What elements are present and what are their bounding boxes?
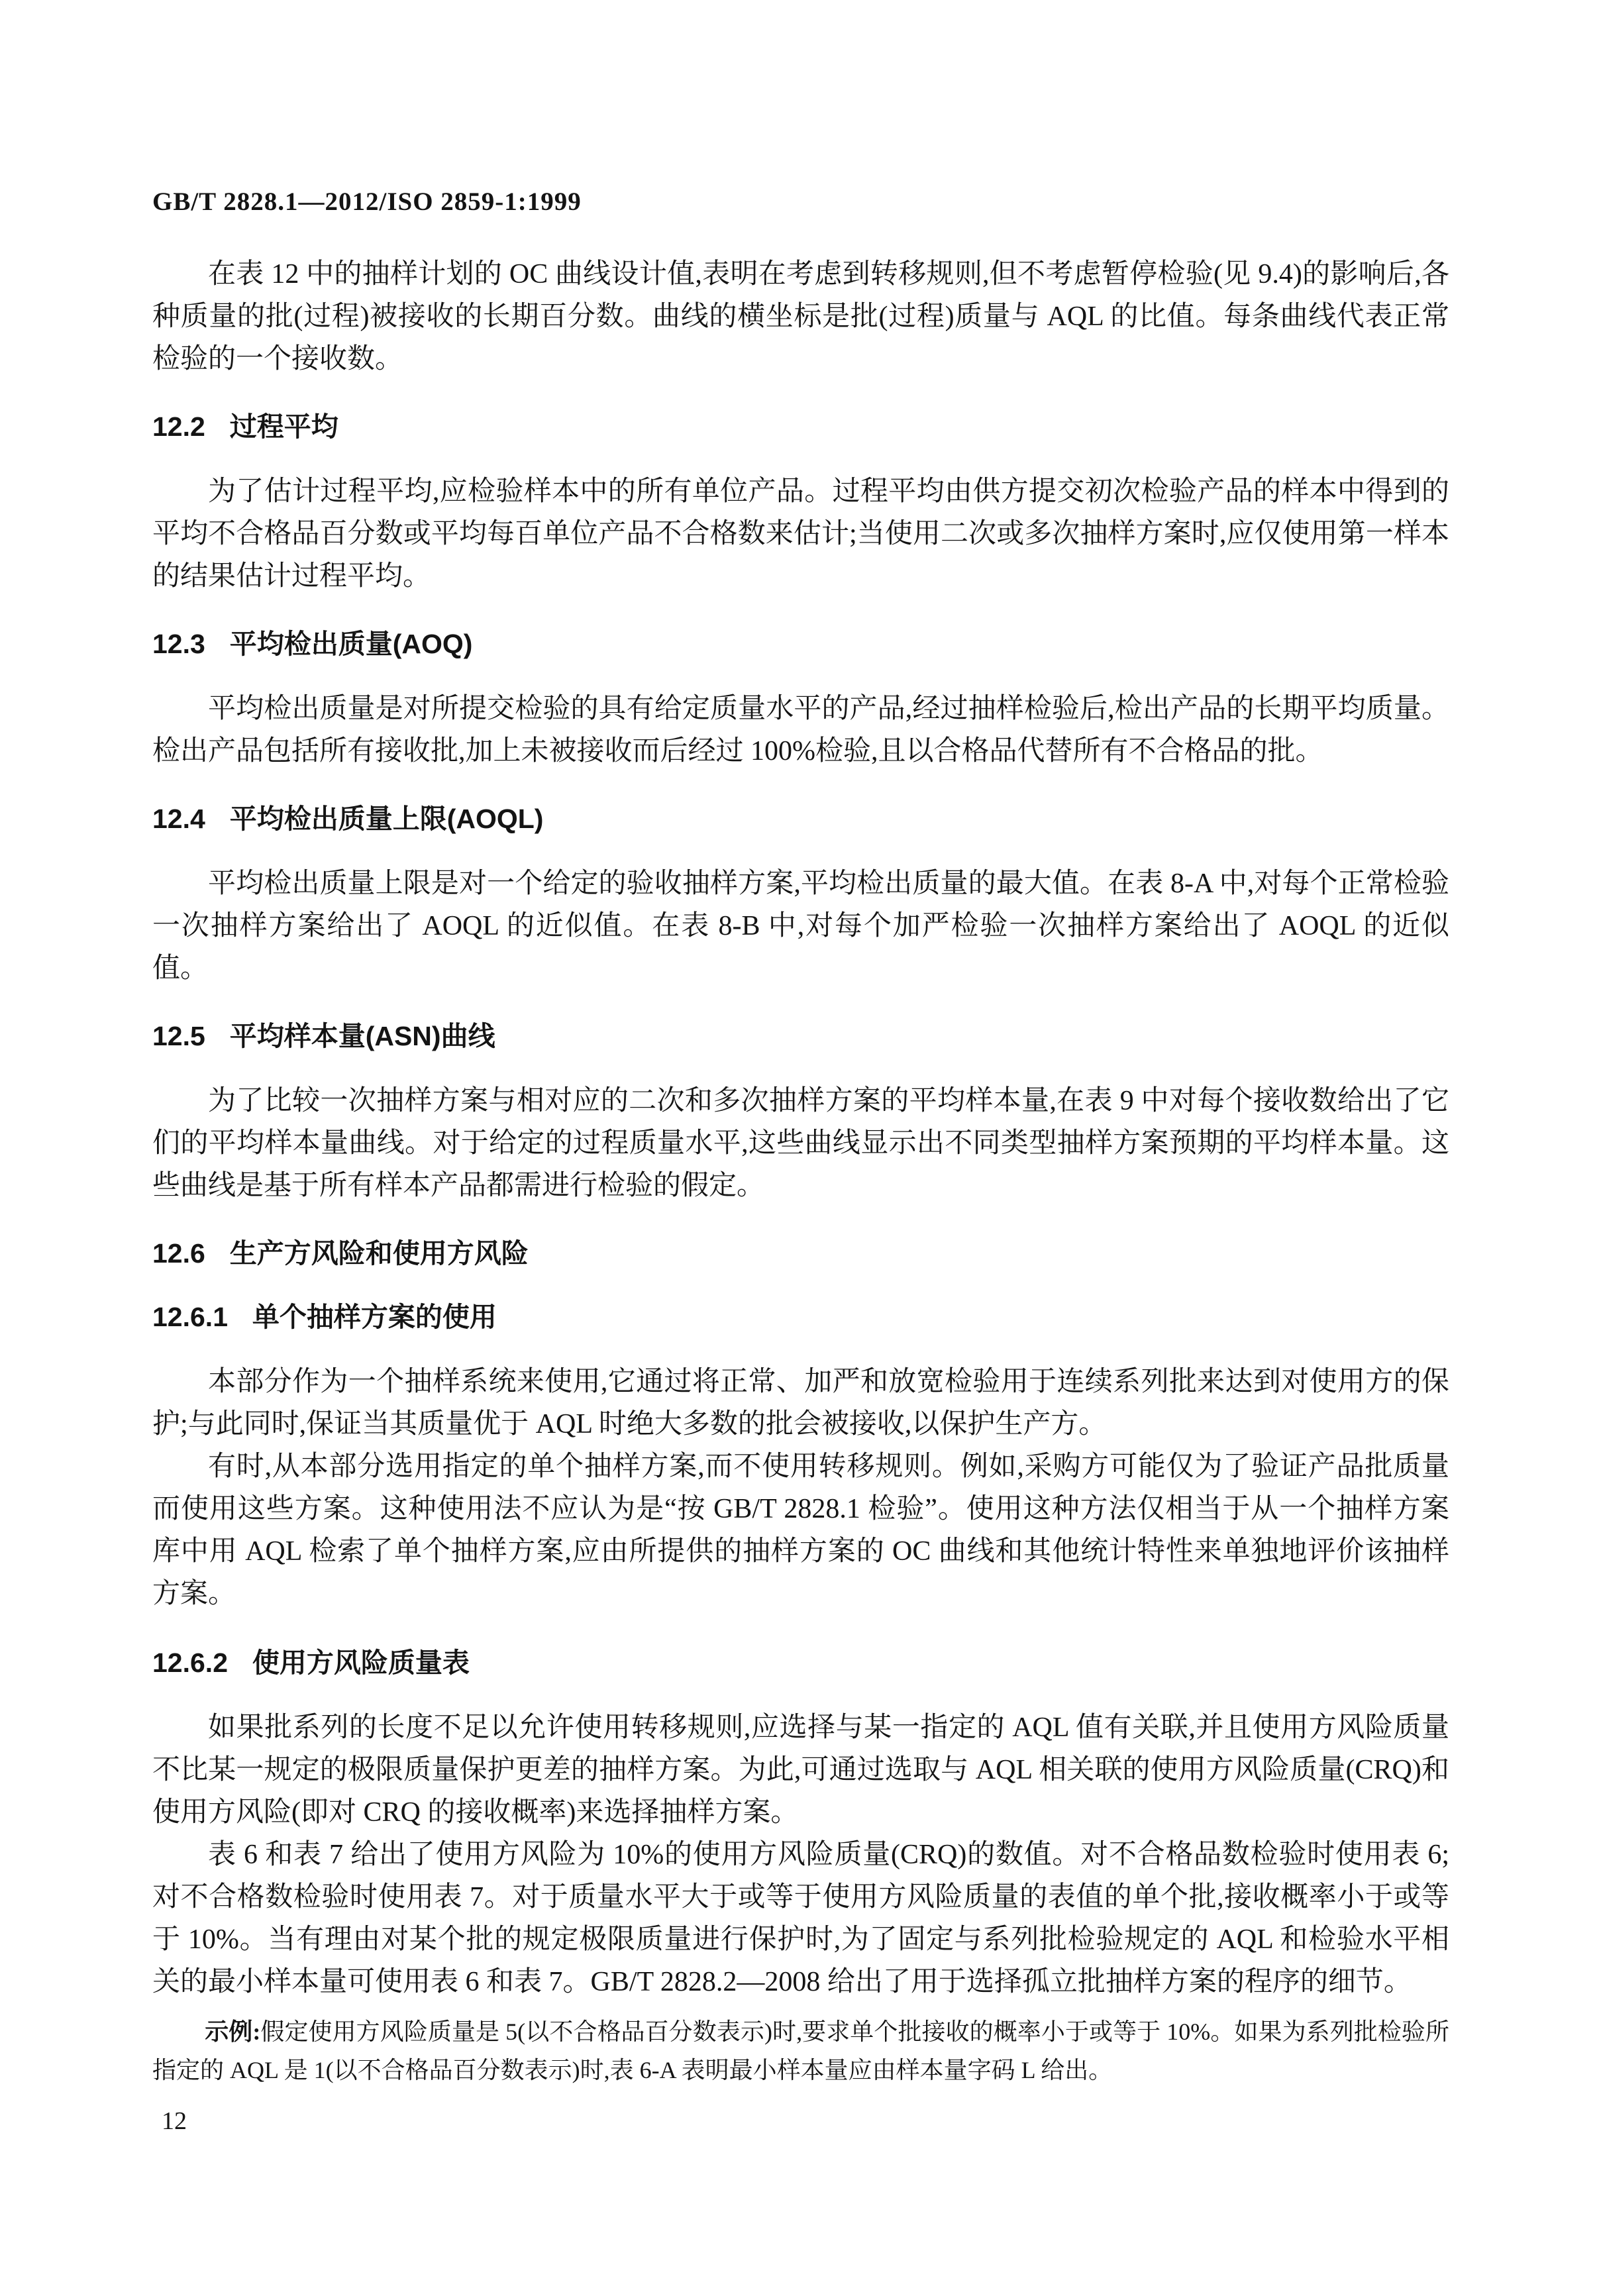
- section-heading-12-3: [152, 628, 1449, 660]
- page-content: [152, 187, 1449, 2136]
- section-title: 单个抽样方案的使用: [252, 1302, 497, 1332]
- page-number: 12: [162, 2107, 187, 2135]
- section-number: 12.6.1: [152, 1302, 228, 1332]
- section-heading-12-5: [152, 1020, 1449, 1052]
- paragraph-process-average: 为了估计过程平均,应检验样本中的所有单位产品。过程平均由供方提交初次检验产品的样本中得到的平均不合格品百分数或平均每百单位产品不合格数来估计;当使用二次或多次抽样方案时,应仅使用第一样本的结果估计过程平均。: [152, 476, 1449, 592]
- paragraph-sampling-system-use: 本部分作为一个抽样系统来使用,它通过将正常、加严和放宽检验用于连续系列批来达到对使用方的保护;与此同时,保证当其质量优于 AQL 时绝大多数的批会被接收,以保护生产方。: [152, 1367, 1449, 1439]
- paragraph-crq-selection: 如果批系列的长度不足以允许使用转移规则,应选择与某一指定的 AQL 值有关联,并且使用方风险质量不比某一规定的极限质量保护更差的抽样方案。为此,可通过选取与 AQL 相关联的使用方风险质量(CRQ)和使用方风险(即对 CRQ 的接收概率)来选择抽样方案。: [152, 1712, 1449, 1828]
- section-title: 平均检出质量(AOQ): [229, 629, 473, 659]
- paragraph-table6-table7: 表 6 和表 7 给出了使用方风险为 10%的使用方风险质量(CRQ)的数值。对不合格品数检验时使用表 6;对不合格数检验时使用表 7。对于质量水平大于或等于使用方风险质量的表值的单个批,接收概率小于或等于 10%。当有理由对某个批的规定极限质量进行保护时,为了固定与系列批检验规定的 AQL 和检验水平相关的最小样本量可使用表 6 和表 7。GB/T 2828.2—2008 给出了用于选择孤立批抽样方案的程序的细节。: [152, 1840, 1449, 1997]
- paragraph-individual-plan-use: 有时,从本部分选用指定的单个抽样方案,而不使用转移规则。例如,采购方可能仅为了验证产品批质量而使用这些方案。这种使用法不应认为是“按 GB/T 2828.1 检验”。使用这种方法仅相当于从一个抽样方案库中用 AQL 检索了单个抽样方案,应由所提供的抽样方案的 OC 曲线和其他统计特性来单独地评价该抽样方案。: [152, 1451, 1449, 1609]
- section-heading-12-6-2: [152, 1647, 1449, 1679]
- section-heading-12-4: [152, 803, 1449, 835]
- example-label: 示例:: [205, 2018, 261, 2045]
- standard-number-header: GB/T 2828.1—2012/ISO 2859-1:1999: [152, 187, 582, 216]
- section-title: 平均检出质量上限(AOQL): [229, 804, 544, 834]
- section-number: 12.2: [152, 411, 205, 442]
- paragraph-aoql: 平均检出质量上限是对一个给定的验收抽样方案,平均检出质量的最大值。在表 8-A 中,对每个正常检验一次抽样方案给出了 AOQL 的近似值。在表 8-B 中,对每个加严检验一次抽样方案给出了 AOQL 的近似值。: [152, 868, 1449, 984]
- section-title: 生产方风险和使用方风险: [229, 1238, 529, 1269]
- section-heading-12-6: [152, 1237, 1449, 1269]
- section-title: 过程平均: [229, 411, 338, 442]
- paragraph-oc-curves: 在表 12 中的抽样计划的 OC 曲线设计值,表明在考虑到转移规则,但不考虑暂停检验(见 9.4)的影响后,各种质量的批(过程)被接收的长期百分数。曲线的横坐标是批(过程)质量与 AQL 的比值。每条曲线代表正常检验的一个接收数。: [152, 259, 1449, 374]
- section-number: 12.3: [152, 629, 205, 659]
- example-text: 假定使用方风险质量是 5(以不合格品百分数表示)时,要求单个批接收的概率小于或等于 10%。如果为系列批检验所指定的 AQL 是 1(以不合格品百分数表示)时,表 6-A 表明最小样本量应由样本量字码 L 给出。: [152, 2018, 1449, 2083]
- paragraph-aoq: 平均检出质量是对所提交检验的具有给定质量水平的产品,经过抽样检验后,检出产品的长期平均质量。检出产品包括所有接收批,加上未被接收而后经过 100%检验,且以合格品代替所有不合格品的批。: [152, 694, 1449, 766]
- section-title: 平均样本量(ASN)曲线: [229, 1021, 495, 1051]
- section-heading-12-6-1: [152, 1301, 1449, 1333]
- section-number: 12.4: [152, 804, 205, 834]
- section-number: 12.6: [152, 1238, 205, 1269]
- section-title: 使用方风险质量表: [252, 1647, 470, 1678]
- paragraph-asn-curves: 为了比较一次抽样方案与相对应的二次和多次抽样方案的平均样本量,在表 9 中对每个接收数给出了它们的平均样本量曲线。对于给定的过程质量水平,这些曲线显示出不同类型抽样方案预期的平均样本量。这些曲线是基于所有样本产品都需进行检验的假定。: [152, 1086, 1449, 1201]
- section-number: 12.5: [152, 1021, 205, 1051]
- section-number: 12.6.2: [152, 1647, 228, 1678]
- example-note: [152, 2012, 1449, 2089]
- section-heading-12-2: [152, 411, 1449, 443]
